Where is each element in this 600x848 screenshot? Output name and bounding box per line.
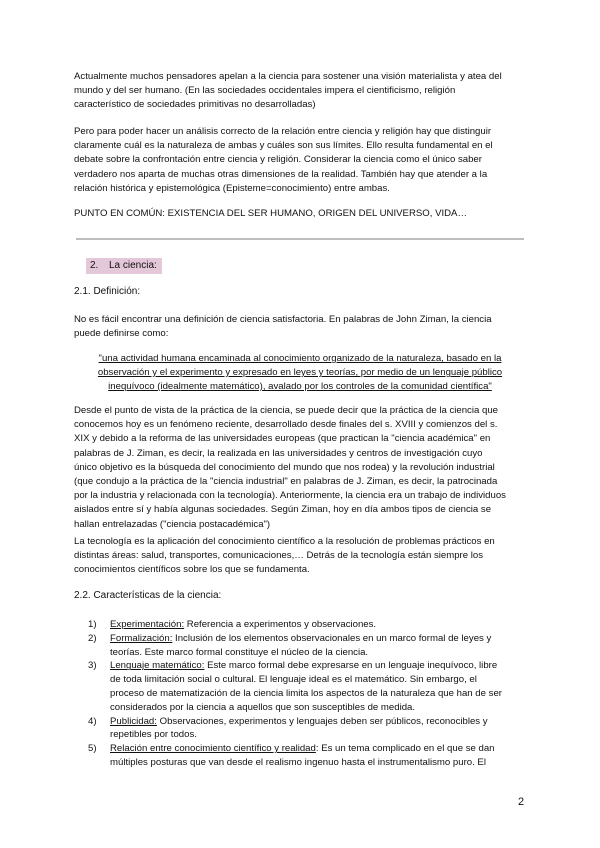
item-term: Lenguaje matemático: xyxy=(110,660,205,672)
practice-paragraph xyxy=(74,404,526,532)
subheading-characteristics: 2.2. Características de la ciencia: xyxy=(74,590,222,601)
item-text: Inclusión de los elementos observacionales en un marco formal de leyes y xyxy=(172,632,492,644)
text-line: relación histórica y epistemológica (Episteme=conocimiento) entre ambas. xyxy=(74,182,390,194)
definition-paragraph xyxy=(74,313,526,341)
text-line: La tecnología es la aplicación del conocimiento científico a la resolución de problemas prácticos en xyxy=(74,536,495,547)
text-line xyxy=(110,742,528,756)
text-line: hallan entrelazadas ("ciencia postacadémica") xyxy=(74,518,271,530)
technology-paragraph xyxy=(74,535,526,578)
item-text: Este marco formal debe expresarse en un lenguaje inequívoco, libre xyxy=(204,660,498,672)
text-line xyxy=(110,632,528,646)
item-term: Experimentación: xyxy=(110,619,185,630)
quote-line: inequívoco (idealmente matemático), avalado por los controles de la comunidad científica" xyxy=(108,381,492,392)
item-term: Publicidad: xyxy=(110,715,157,727)
text-line: palabras de J. Ziman, es decir, la realizada en las universidades y centros de investigación cuyo xyxy=(74,447,483,459)
text-line: proceso de matematización de la ciencia limita los aspectos de la naturaleza que han de ser xyxy=(110,687,502,699)
item-number: 5) xyxy=(88,743,97,755)
horizontal-divider xyxy=(76,238,524,240)
text-line: (que condujo a la práctica de la "ciencia industrial" en palabras de J. Ziman, es decir, la patrocinada xyxy=(74,476,498,488)
characteristics-list xyxy=(88,618,528,770)
quote-line: observación y el experimento y expresado en leyes y teorías, por medio de un lenguaje público xyxy=(97,367,503,378)
intro-paragraph-1 xyxy=(74,70,526,113)
text-line: claramente cuál es la naturaleza de ambas y cuáles son sus límites. Ello resulta fundamental en el xyxy=(74,140,493,152)
text-line: mundo y del ser humano. (En las sociedades occidentales impera el cientificismo, religión xyxy=(74,85,456,97)
text-line: por la industria y relacionada con la tecnología). Anteriormente, la ciencia era un trabajo de individuos xyxy=(74,490,506,502)
item-term: Relación entre conocimiento científico y realidad xyxy=(110,743,316,755)
list-item xyxy=(88,618,528,632)
text-line: distintas áreas: salud, transportes, comunicaciones,… Detrás de la tecnología están siempre los xyxy=(74,550,484,562)
text-line: múltiples posturas que van desde el realismo ingenuo hasta el instrumentalismo puro. El xyxy=(110,756,486,768)
text-line xyxy=(110,715,528,729)
item-text: Referencia a experimentos y observaciones. xyxy=(184,619,377,630)
text-line: Pero para poder hacer un análisis correcto de la relación entre ciencia y religión hay que distinguir xyxy=(74,126,492,137)
text-line: PUNTO EN COMÚN: EXISTENCIA DEL SER HUMANO, ORIGEN DEL UNIVERSO, VIDA… xyxy=(74,208,468,219)
text-line: XIX y debido a la reforma de las universidades europeas (que practican la "ciencia académica" en xyxy=(74,433,491,445)
item-number: 4) xyxy=(88,715,97,727)
list-item xyxy=(88,632,528,660)
item-text: Observaciones, experimentos y lenguajes deben ser públicos, reconocibles y xyxy=(156,715,488,727)
text-line: considerados por la ciencia a aquellos que son susceptibles de medida. xyxy=(110,701,416,713)
text-line: No es fácil encontrar una definición de ciencia satisfactoria. En palabras de John Ziman, la ciencia xyxy=(74,314,492,325)
item-number: 1) xyxy=(88,619,97,630)
text-line: verdadero nos aparta de muchas otras dimensiones de la realidad. También hay que atender a la xyxy=(74,168,488,180)
item-number: 2) xyxy=(88,632,97,644)
text-line: característico de sociedades primitivas no desarrolladas) xyxy=(74,99,316,111)
section-heading xyxy=(86,258,162,274)
text-line: único objetivo es la búsqueda del conocimiento del mundo que nos rodea) y la revolución industrial xyxy=(74,461,495,473)
list-item xyxy=(88,742,528,770)
text-line: debate sobre la confrontación entre ciencia y religión. Considerar la ciencia como el único saber xyxy=(74,154,482,166)
list-item xyxy=(88,715,528,743)
text-line: conocimientos científicos sobre los que se fundamenta. xyxy=(74,564,310,576)
section-number: 2. xyxy=(90,260,99,271)
text-line: repetibles por todos. xyxy=(110,729,197,741)
text-line: de toda limitación social o cultural. El lenguaje ideal es el matemático. Sin embargo, el xyxy=(110,674,477,686)
ziman-quote xyxy=(74,352,526,394)
item-term: Formalización: xyxy=(110,632,173,644)
text-line xyxy=(110,659,528,673)
intro-paragraph-3 xyxy=(74,207,526,221)
section-title: La ciencia: xyxy=(109,260,157,271)
text-line: Desde el punto de vista de la práctica de la ciencia, se puede decir que la práctica de la ciencia que xyxy=(74,405,498,416)
subheading-definition: 2.1. Definición: xyxy=(74,286,141,297)
text-line: conocemos hoy es un fenómeno reciente, desarrollado desde finales del s. XVIII y comienzos del s. xyxy=(74,419,498,431)
item-text: : Es un tema complicado en el que se dan xyxy=(315,743,495,755)
text-line: puede definirse como: xyxy=(74,328,169,340)
intro-paragraph-2 xyxy=(74,125,526,196)
page-number: 2 xyxy=(518,796,525,808)
text-line: teorías. Este marco formal constituye el núcleo de la ciencia. xyxy=(110,646,369,658)
text-line xyxy=(110,618,528,632)
list-item xyxy=(88,659,528,714)
item-number: 3) xyxy=(88,660,97,672)
text-line: aislados entre sí y había algunas sociedades. Según Ziman, hoy en día ambos tipos de ciencia se xyxy=(74,504,492,516)
quote-line: "una actividad humana encaminada al conocimiento organizado de la naturaleza, basado en la xyxy=(98,353,502,364)
text-line: Actualmente muchos pensadores apelan a la ciencia para sostener una visión materialista y atea del xyxy=(74,71,502,82)
